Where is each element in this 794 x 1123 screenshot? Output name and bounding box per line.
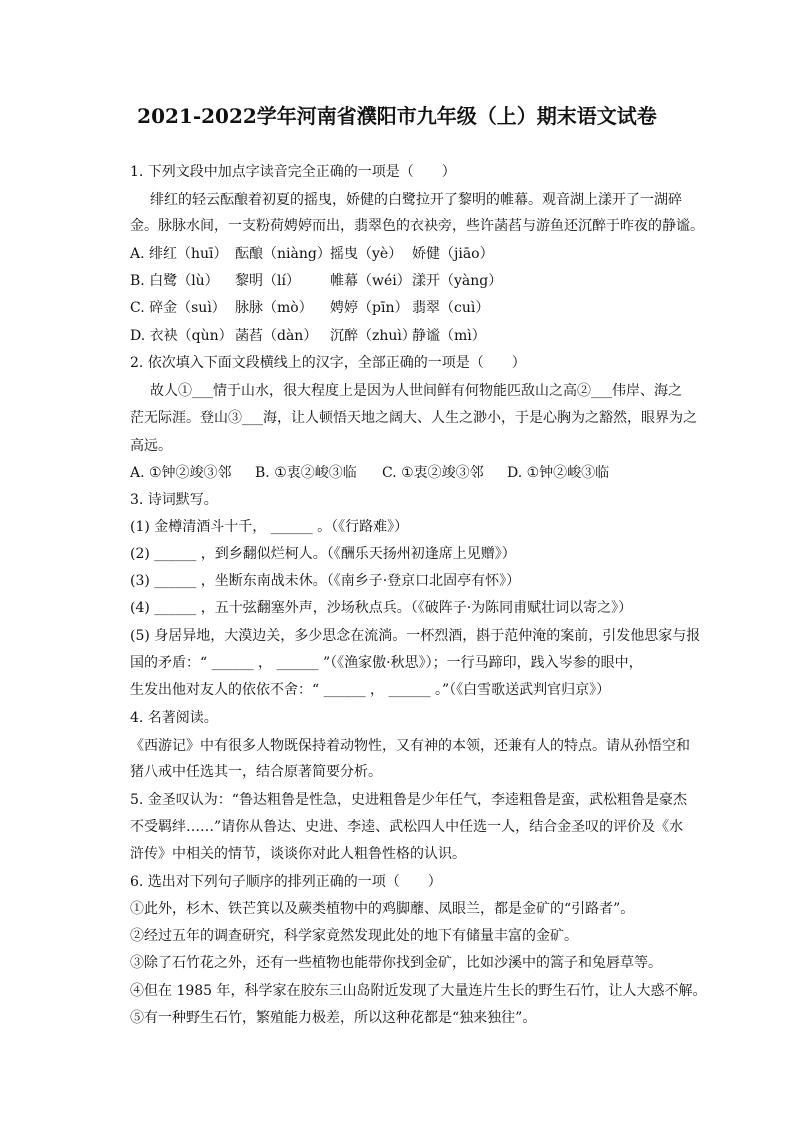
question-5-stem: 5. 金圣叹认为：“鲁达粗鲁是性急，史进粗鲁是少年任气，李逵粗鲁是蛮，武松粗鲁是豪杰 [130, 792, 687, 808]
option-c-word-3: 娉婷（pīn） [330, 300, 409, 316]
question-4-stem: 4. 名著阅读。 [130, 710, 218, 726]
poem-blank-item: (3) ______ ，坐断东南战未休。（《南乡子·登京口北固亭有怀》） [130, 573, 521, 589]
sentence-item: ①此外，杉木、铁芒箕以及蕨类植物中的鸡脚蘼、凤眼兰，都是金矿的“引路者”。 [130, 901, 635, 917]
question-5-text: 浒传》中相关的情节，谈谈你对此人粗鲁性格的认识。 [130, 846, 466, 862]
question-2-passage-line: 故人①___情于山水，很大程度上是因为人世间鲜有何物能匹敌山之高②___伟岸、海之 [150, 383, 682, 399]
question-1-passage-line: 绯红的轻云酝酿着初夏的摇曳，娇健的白鹭拉开了黎明的帷幕。观音湖上漾开了一湖碎 [150, 192, 682, 208]
option-d-word-3: 沉醉（zhuì） [330, 328, 416, 344]
question-4-text: 《西游记》中有很多人物既保持着动物性，又有神的本领，还兼有人的特点。请从孙悟空和 [130, 738, 690, 754]
question-2-stem: 2. 依次填入下面文段横线上的汉字，全部正确的一项是（ ） [130, 355, 526, 371]
option-a-word-4: 娇健（jiāo） [412, 246, 494, 262]
question-2-passage-line: 高远。 [130, 438, 172, 454]
option-c: C. ①衷②竣③邻 [382, 465, 484, 481]
poem-blank-item: (5) 身居异地，大漠边关，多少思念在流淌。一杯烈酒，斟于范仲淹的案前，引发他思家与报 [130, 628, 701, 644]
option-d: D. ①钟②峻③临 [507, 465, 610, 481]
option-d-word-4: 静谧（mì） [412, 328, 486, 344]
option-c-word-4: 翡翠（cuì） [412, 300, 490, 316]
option-c-word-1: C. 碎金（suì） [130, 300, 226, 316]
poem-blank-item: (1) 金樽清酒斗十千， ______ 。（《行路难》） [130, 519, 409, 535]
option-b-word-2: 黎明（lí） [235, 273, 300, 289]
question-3-stem: 3. 诗词默写。 [130, 492, 218, 508]
question-6-stem: 6. 选出对下列句子顺序的排列正确的一项（ ） [130, 874, 442, 890]
poem-blank-item: 生发出他对友人的依依不舍：“ ______ ， ______ 。”（《白雪歌送武判官归京》） [130, 682, 611, 698]
option-c-word-2: 脉脉（mò） [235, 300, 313, 316]
option-a: A. ①钟②竣③邻 [130, 465, 232, 481]
poem-blank-item: (4) ______ ，五十弦翻塞外声，沙场秋点兵。（《破阵子·为陈同甫赋壮词以寄之》） [130, 600, 633, 616]
option-b-word-3: 帷幕（wéi） [330, 273, 411, 289]
question-4-text: 猪八戒中任选其一，结合原著简要分析。 [130, 764, 382, 780]
option-b-word-1: B. 白鹭（lù） [130, 273, 219, 289]
option-d-word-2: 菡萏（dàn） [235, 328, 318, 344]
question-2-passage-line: 茫无际涯。登山③___海，让人顿悟天地之阔大、人生之渺小，于是心胸为之豁然，眼界为之 [130, 410, 697, 426]
question-1-stem: 1. 下列文段中加点字读音完全正确的一项是（ ） [130, 164, 456, 180]
option-a-word-1: A. 绯红（huī） [130, 246, 228, 262]
sentence-item: ⑤有一种野生石竹，繁殖能力极差，所以这种花都是“独来独往”。 [130, 1010, 537, 1026]
sentence-item: ③除了石竹花之外，还有一些植物也能带你找到金矿，比如沙溪中的篙子和兔唇草等。 [130, 955, 662, 971]
poem-blank-item: (2) ______ ，到乡翻似烂柯人。（《酬乐天扬州初逢席上见赠》） [130, 546, 516, 562]
option-a-word-3: 摇曳（yè） [330, 246, 403, 262]
poem-blank-item: 国的矛盾：“ ______ ， ______ ”（《渔家傲·秋思》）；一行马蹄印，践入岑参的眼中， [130, 655, 643, 671]
sentence-item: ②经过五年的调查研究，科学家竟然发现此处的地下有储量丰富的金矿。 [130, 928, 578, 944]
option-a-word-2: 酝酿（niàng） [235, 246, 331, 262]
exam-title: 2021-2022学年河南省濮阳市九年级（上）期末语文试卷 [137, 104, 657, 128]
option-b: B. ①衷②峻③临 [255, 465, 357, 481]
question-5-text: 不受羁绊……”请你从鲁达、史进、李逵、武松四人中任选一人，结合金圣叹的评价及《水 [130, 819, 684, 835]
sentence-item: ④但在 1985 年，科学家在胶东三山岛附近发现了大量连片生长的野生石竹，让人大惑不解。 [130, 983, 707, 999]
question-1-passage-line: 金。脉脉水间，一支粉荷娉婷而出，翡翠色的衣袂旁，些许菡萏与游鱼还沉醉于昨夜的静谧。 [130, 218, 704, 234]
option-b-word-4: 漾开（yàng） [412, 273, 503, 289]
option-d-word-1: D. 衣袂（qùn） [130, 328, 233, 344]
